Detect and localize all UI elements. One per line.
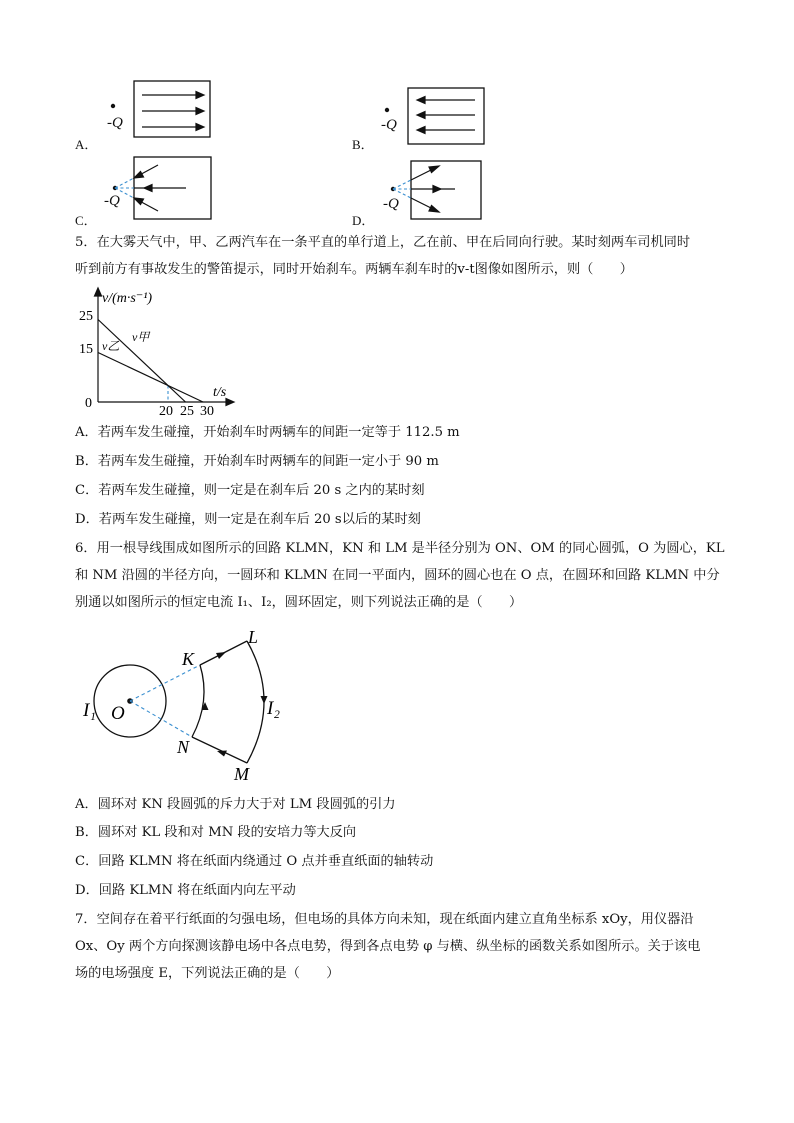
arrow-nm <box>217 751 227 757</box>
q6-stem-line1: 6．用一根导线围成如图所示的回路 KLMN，KN 和 LM 是半径分别为 ON、OM 的同心圆弧，O 为圆心，KL <box>75 541 725 556</box>
q6-option-c: C．回路 KLMN 将在纸面内绕通过 O 点并垂直纸面的轴转动 <box>75 854 434 869</box>
y-tick-25: 25 <box>79 309 93 324</box>
q5-stem-line1: 5．在大雾天气中，甲、乙两汽车在一条平直的单行道上，乙在前、甲在后同向行驶。某时刻两车司机同时 <box>75 235 691 250</box>
x-tick-20: 20 <box>159 404 173 419</box>
arc-lm <box>247 641 264 763</box>
q6-stem-line2: 和 NM 沿圆的半径方向，一圆环和 KLMN 在同一平面内，圆环的圆心也在 O 点，在圆环和回路 KLMN 中分 <box>75 568 720 583</box>
label-n: N <box>177 737 190 757</box>
charge-label: -Q <box>104 193 120 209</box>
q5-option-a: A．若两车发生碰撞，开始刹车时两辆车的间距一定等于 112.5 m <box>75 425 460 440</box>
label-m: M <box>234 764 249 784</box>
x-tick-30: 30 <box>200 404 214 419</box>
q5-option-b: B．若两车发生碰撞，开始刹车时两辆车的间距一定小于 90 m <box>75 454 439 469</box>
charge-label: -Q <box>383 196 399 212</box>
option-letter: C． <box>75 213 97 228</box>
option-letter: D． <box>352 213 375 228</box>
q6-circuit-figure <box>78 622 298 787</box>
charge-label: -Q <box>381 117 397 133</box>
option-letter: A． <box>75 137 98 152</box>
q6-option-a: A．圆环对 KN 段圆弧的斥力大于对 LM 段圆弧的引力 <box>75 797 396 812</box>
segment-nm <box>192 737 247 763</box>
label-i1: I₁ <box>83 700 96 721</box>
arc-kn <box>192 665 204 737</box>
option-letter: B． <box>352 137 374 152</box>
label-k: K <box>182 649 195 669</box>
q6-option-b: B．圆环对 KL 段和对 MN 段的安培力等大反向 <box>75 825 357 840</box>
q7-stem-line1: 7．空间存在着平行纸面的匀强电场，但电场的具体方向未知，现在纸面内建立直角坐标系 xOy，用仪器沿 <box>75 912 694 927</box>
y-tick-15: 15 <box>79 342 93 357</box>
q7-stem-line2: Ox、Oy 两个方向探测该静电场中各点电势，得到各点电势 φ 与横、纵坐标的函数关系如图所示。关于该电 <box>75 939 701 954</box>
charge-label: -Q <box>107 115 123 131</box>
q6-stem-line3: 别通以如图所示的恒定电流 I₁、I₂，圆环固定，则下列说法正确的是（ ） <box>75 595 523 610</box>
field-diagram-d <box>375 156 490 226</box>
q5-option-d: D．若两车发生碰撞，则一定是在刹车后 20 s以后的某时刻 <box>75 512 421 527</box>
arrow-kl <box>216 652 226 659</box>
x-axis-label: t/s <box>213 385 227 400</box>
field-diagram-a <box>100 75 215 145</box>
series-line-yi <box>98 353 203 403</box>
y-axis-label: v/(m·s⁻¹) <box>102 291 153 306</box>
x-tick-25: 25 <box>180 404 194 419</box>
origin-label: 0 <box>85 396 92 411</box>
label-l: L <box>248 627 259 647</box>
q7-stem-line3: 场的电场强度 E，下列说法正确的是（ ） <box>75 966 340 981</box>
series-label-yi: v乙 <box>102 339 120 353</box>
series-label-jia: v甲 <box>132 330 150 344</box>
label-i2: I₂ <box>267 698 280 719</box>
q5-stem-line2: 听到前方有事故发生的警笛提示，同时开始刹车。两辆车刹车时的v-t图像如图所示，则（ ） <box>75 262 633 277</box>
label-o: O <box>111 703 125 724</box>
q5-vt-graph <box>78 284 248 419</box>
q5-option-c: C．若两车发生碰撞，则一定是在刹车后 20 s 之内的某时刻 <box>75 483 425 498</box>
field-diagram-c <box>100 152 215 224</box>
q6-option-d: D．回路 KLMN 将在纸面内向左平动 <box>75 883 296 898</box>
